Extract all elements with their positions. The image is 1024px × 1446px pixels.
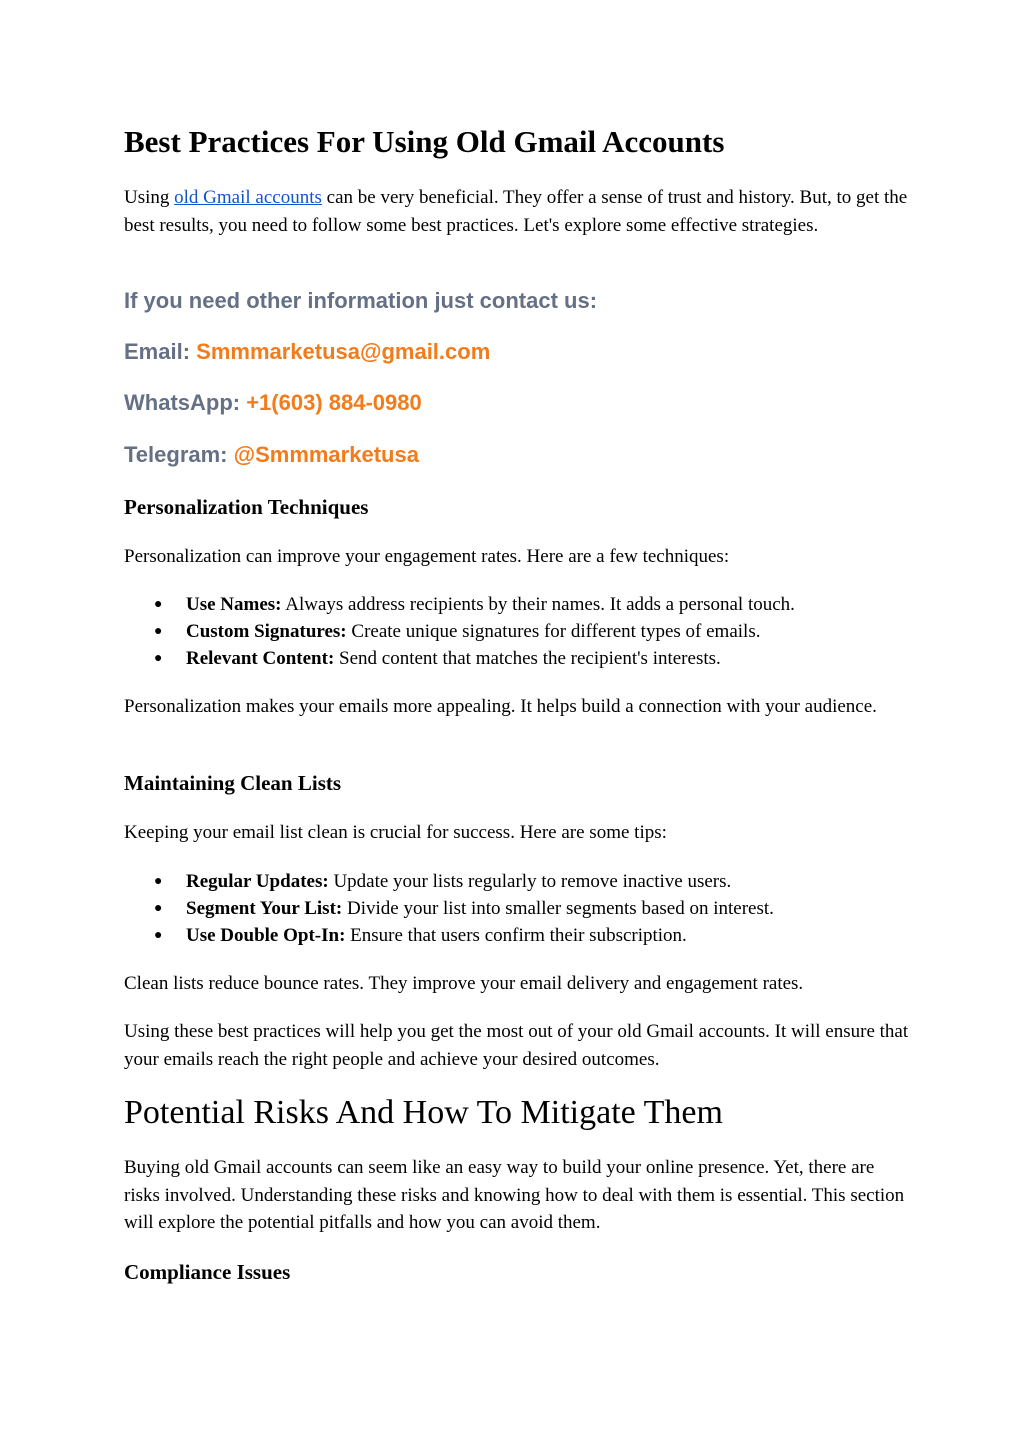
personalization-list bbox=[124, 591, 914, 672]
clean-lists-list bbox=[124, 868, 914, 949]
whatsapp-value: +1(603) 884-0980 bbox=[246, 390, 422, 415]
bullet-icon: ● bbox=[154, 928, 163, 943]
intro-text-after: can be very beneficial. They offer a sense of trust and history. But, to get the best results, you need to follow some best practices. Let's explore some effective strategies. bbox=[124, 187, 908, 236]
best-practices-summary: Using these best practices will help you get the most out of your old Gmail accounts. It will ensure that your emails reach the right people and achieve your desired outcomes. bbox=[124, 1021, 909, 1070]
intro-paragraph bbox=[124, 184, 914, 239]
list-item-term: Custom Signatures: bbox=[186, 621, 347, 642]
list-item-term: Relevant Content: bbox=[186, 648, 335, 669]
clean-lists-intro: Keeping your email list clean is crucial for success. Here are some tips: bbox=[124, 822, 667, 843]
page-title: Best Practices For Using Old Gmail Accounts bbox=[124, 124, 725, 159]
list-item-term: Regular Updates: bbox=[186, 871, 329, 892]
list-item-term: Use Double Opt-In: bbox=[186, 925, 346, 946]
list-item bbox=[124, 895, 914, 922]
list-item-term: Segment Your List: bbox=[186, 898, 343, 919]
list-item-text: Create unique signatures for different types of emails. bbox=[346, 621, 761, 642]
email-value: Smmmarketusa@gmail.com bbox=[196, 339, 491, 364]
list-item-text: Send content that matches the recipient's interests. bbox=[334, 648, 721, 669]
list-item-term: Use Names: bbox=[186, 594, 282, 615]
bullet-icon: ● bbox=[154, 901, 163, 916]
list-item bbox=[124, 645, 914, 672]
list-item bbox=[124, 868, 914, 895]
personalization-heading: Personalization Techniques bbox=[124, 495, 369, 519]
whatsapp-label: WhatsApp: bbox=[124, 390, 247, 415]
whatsapp-line bbox=[124, 389, 914, 417]
contact-heading: If you need other information just contact us: bbox=[124, 288, 598, 313]
list-item bbox=[124, 591, 914, 618]
bullet-icon: ● bbox=[154, 597, 163, 612]
telegram-value: @Smmmarketusa bbox=[233, 442, 419, 467]
intro-text-before: Using bbox=[124, 187, 175, 208]
telegram-label: Telegram: bbox=[124, 442, 234, 467]
list-item-text: Divide your list into smaller segments based on interest. bbox=[342, 898, 774, 919]
risks-intro: Buying old Gmail accounts can seem like an easy way to build your online presence. Yet, there are risks involved. Understanding these risks and knowing how to deal with them is essential. This section will explore the potential pitfalls and how you can avoid them. bbox=[124, 1157, 905, 1233]
old-gmail-accounts-link[interactable]: old Gmail accounts bbox=[174, 187, 322, 208]
email-label: Email: bbox=[124, 339, 197, 364]
risks-heading: Potential Risks And How To Mitigate Them bbox=[124, 1094, 723, 1131]
email-line bbox=[124, 338, 914, 366]
personalization-intro: Personalization can improve your engagement rates. Here are a few techniques: bbox=[124, 546, 730, 567]
list-item-text: Update your lists regularly to remove inactive users. bbox=[328, 871, 732, 892]
list-item-text: Always address recipients by their names. It adds a personal touch. bbox=[281, 594, 795, 615]
compliance-heading: Compliance Issues bbox=[124, 1260, 291, 1284]
list-item-text: Ensure that users confirm their subscription. bbox=[345, 925, 687, 946]
list-item bbox=[124, 618, 914, 645]
bullet-icon: ● bbox=[154, 651, 163, 666]
bullet-icon: ● bbox=[154, 624, 163, 639]
clean-lists-outro: Clean lists reduce bounce rates. They improve your email delivery and engagement rates. bbox=[124, 973, 804, 994]
personalization-outro: Personalization makes your emails more appealing. It helps build a connection with your audience. bbox=[124, 696, 877, 717]
clean-lists-heading: Maintaining Clean Lists bbox=[124, 771, 342, 795]
list-item bbox=[124, 922, 914, 949]
bullet-icon: ● bbox=[154, 874, 163, 889]
telegram-line bbox=[124, 441, 914, 469]
